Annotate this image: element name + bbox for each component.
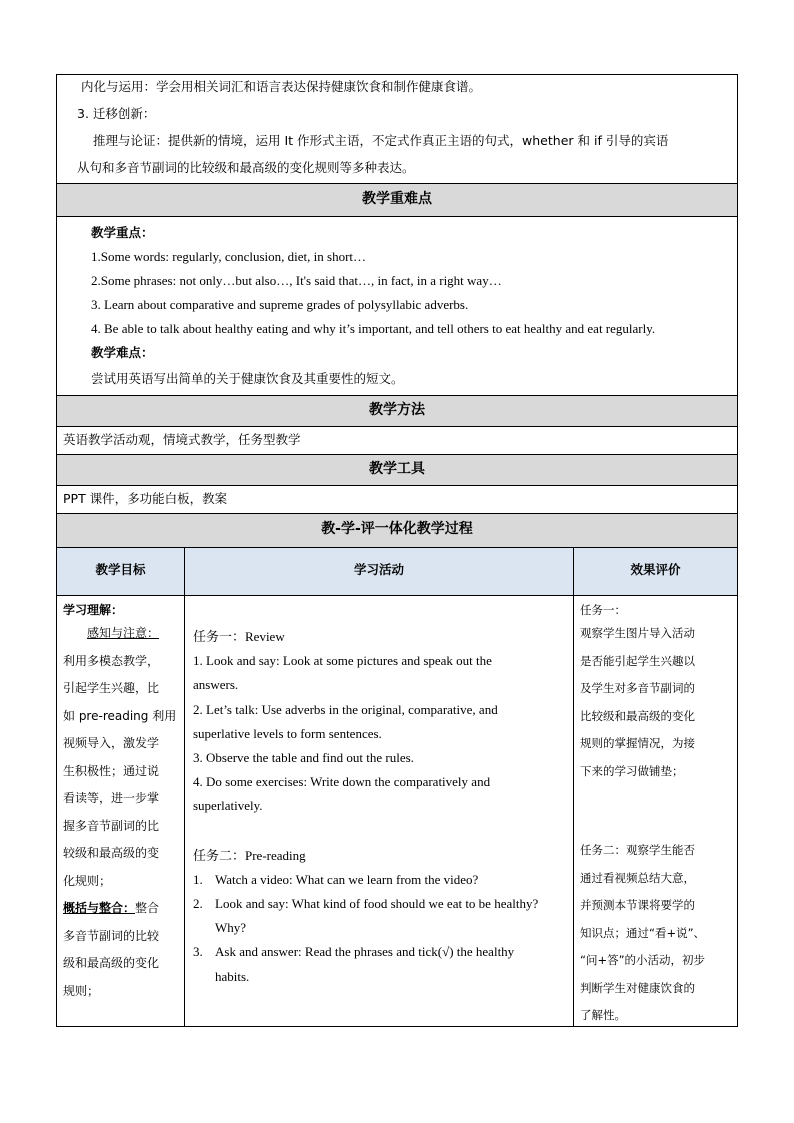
goals-line: 视频导入，激发学 (63, 736, 160, 750)
objective-line-reasoning: 推理与论证：提供新的情境，运用 It 作形式主语，不定式作真正主语的句式，whether 和 if 引导的宾语 (93, 133, 669, 148)
task1-line: superlatively. (193, 798, 263, 814)
goals-column (57, 596, 185, 1026)
evaluation-line: 通过看视频总结大意， (580, 870, 695, 885)
tools-section (56, 486, 738, 514)
key-point-item: 1.Some words: regularly, conclusion, diet, in short… (91, 249, 367, 264)
goals-line: 多音节副词的比较 (63, 928, 160, 943)
goals-line: 化规则； (63, 873, 112, 888)
method-header: 教学方法 (56, 396, 738, 427)
evaluation-line: “问+答”的小活动，初步 (580, 953, 706, 967)
key-point-item: 2.Some phrases: not only…but also…, It's said that…, in fact, in a right way… (91, 273, 502, 288)
evaluation-line: 任务二：观察学生能否 (580, 843, 695, 857)
evaluation-line: 知识点；通过“看+说”、 (580, 925, 706, 940)
task1-line: 4. Do some exercises: Write down the comparatively and (193, 774, 491, 790)
goals-line: 利用多模态教学， (63, 653, 160, 668)
goals-line: 看读等，进一步掌 (63, 791, 160, 805)
key-point-item: 3. Learn about comparative and supreme grades of polysyllabic adverbs. (91, 297, 469, 312)
task1-line: 2. Let’s talk: Use adverbs in the original, comparative, and (193, 701, 498, 717)
evaluation-line: 是否能引起学生兴趣以 (580, 653, 695, 668)
tools-text: PPT 课件，多功能白板，教案 (63, 491, 228, 506)
evaluation-column (574, 596, 737, 1026)
task1-line: answers. (193, 677, 239, 693)
evaluation-line: 并预测本节课将要学的 (580, 898, 695, 912)
evaluation-task1-label: 任务一： (580, 603, 626, 617)
difficult-points-label: 教学难点： (91, 345, 154, 360)
task1-line: superlative levels to form sentences. (193, 725, 382, 741)
goals-line: 引起学生兴趣，比 (63, 681, 160, 695)
task1-title: 任务一：Review (193, 629, 285, 644)
goals-line: 较级和最高级的变 (63, 846, 160, 860)
goals-line: 如 pre-reading 利用 (63, 708, 177, 723)
task2-item-cont: Why? (215, 920, 247, 936)
goals-sub-summarize: 概括与整合： (63, 901, 136, 915)
evaluation-line: 观察学生图片导入活动 (580, 626, 695, 640)
method-section (56, 427, 738, 455)
process-body (56, 596, 738, 1027)
task2-item-number: 2. (193, 896, 203, 912)
task2-item-text: Ask and answer: Read the phrases and tick(√) the healthy (215, 944, 515, 960)
lesson-plan-page (56, 74, 738, 1027)
method-text: 英语教学活动观，情境式教学，任务型教学 (63, 432, 301, 447)
key-point-item: 4. Be able to talk about healthy eating and why it’s important, and tell others to eat healthy and eat regularly. (91, 321, 656, 336)
tools-header: 教学工具 (56, 455, 738, 486)
evaluation-line: 规则的掌握情况，为接 (580, 736, 695, 750)
goals-line: 规则； (63, 983, 100, 998)
evaluation-line: 下来的学习做铺垫； (580, 763, 684, 778)
objective-line-internalize: 内化与运用：学会用相关词汇和语言表达保持健康饮食和制作健康食谱。 (81, 79, 482, 94)
process-column-headers (56, 548, 738, 596)
goals-title: 学习理解： (63, 603, 124, 617)
goals-sub-perceive: 感知与注意： (87, 626, 160, 640)
task2-item (193, 892, 567, 916)
task2-title: 任务二：Pre-reading (193, 847, 306, 863)
task2-item-cont: habits. (215, 968, 250, 984)
activities-column (185, 596, 574, 1026)
task2-item-text: Look and say: What kind of food should we eat to be healthy? (215, 896, 539, 912)
column-header-evaluation: 效果评价 (574, 548, 737, 595)
goals-sub-summarize-tail: 整合 (135, 901, 160, 915)
task2-item-text: Watch a video: What can we learn from the video? (215, 871, 479, 887)
task1-line: 3. Observe the table and find out the rules. (193, 750, 414, 766)
process-header: 教-学-评一体化教学过程 (56, 514, 738, 548)
goals-line: 级和最高级的变化 (63, 956, 160, 970)
key-points-label: 教学重点： (91, 225, 154, 240)
column-header-activities: 学习活动 (185, 548, 574, 595)
objectives-continuation (56, 74, 738, 184)
goals-line: 生积极性；通过说 (63, 763, 160, 778)
objective-item-3: 3. 迁移创新： (77, 106, 156, 121)
key-points-section (56, 217, 738, 396)
evaluation-line: 及学生对多音节副词的 (580, 681, 695, 695)
key-points-header: 教学重难点 (56, 184, 738, 217)
task1-line: 1. Look and say: Look at some pictures and speak out the (193, 653, 492, 669)
task2-item-number: 3. (193, 944, 203, 960)
evaluation-line: 比较级和最高级的变化 (580, 708, 695, 723)
goals-line: 握多音节副词的比 (63, 818, 160, 833)
objective-line-reasoning-cont: 从句和多音节副词的比较级和最高级的变化规则等多种表达。 (77, 160, 415, 175)
task2-item-number: 1. (193, 871, 203, 887)
evaluation-line: 判断学生对健康饮食的 (580, 980, 695, 995)
task2-item (193, 868, 567, 892)
column-header-goals: 教学目标 (57, 548, 185, 595)
evaluation-line: 了解性。 (580, 1008, 626, 1022)
task2-item (193, 940, 567, 964)
difficult-points-text: 尝试用英语写出简单的关于健康饮食及其重要性的短文。 (91, 371, 404, 386)
